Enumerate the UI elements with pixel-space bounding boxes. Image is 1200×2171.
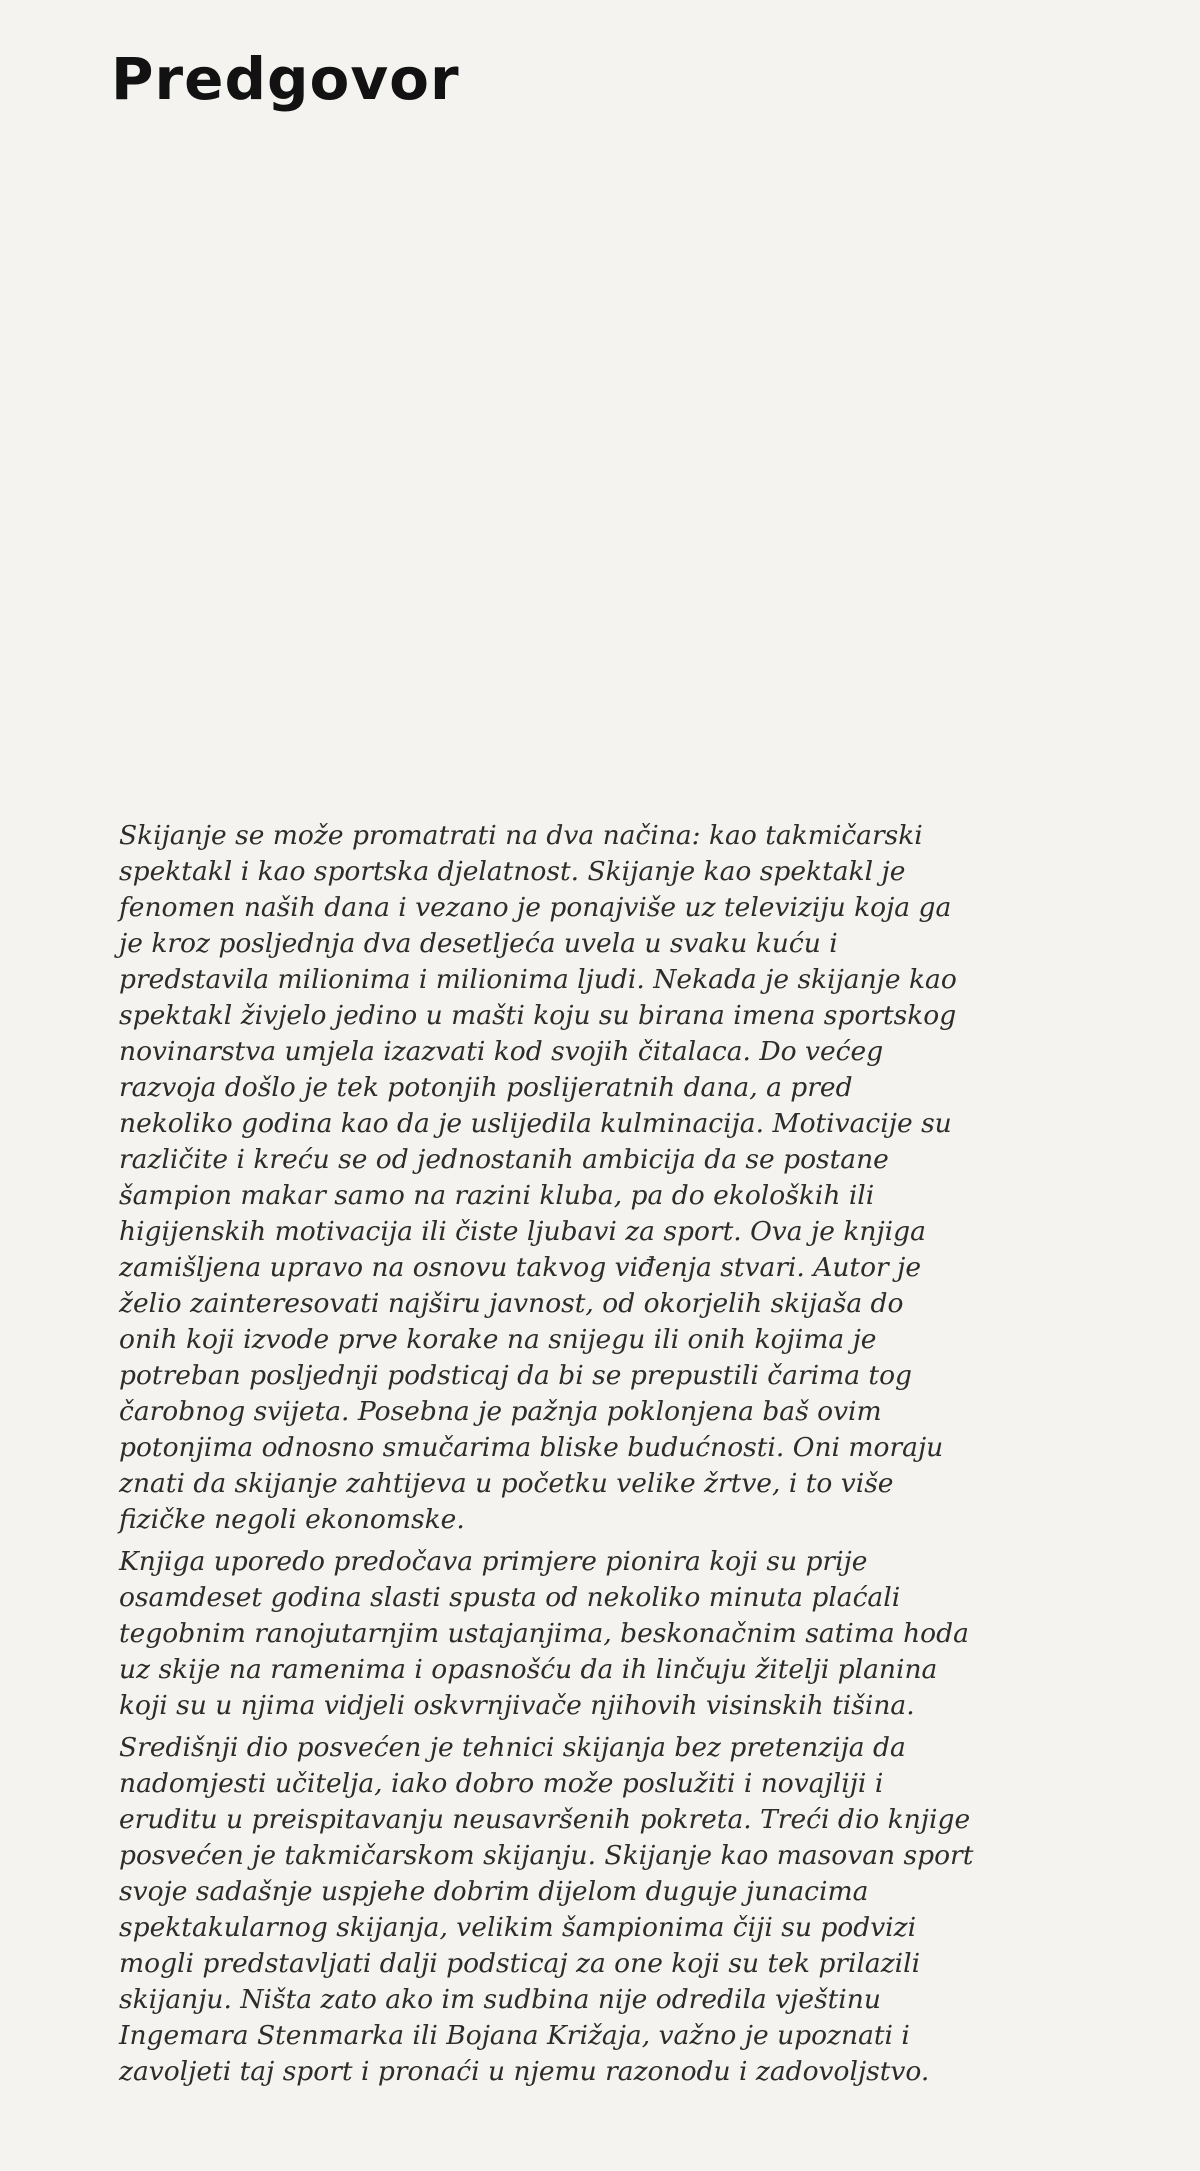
text-line: posvećen je takmičarskom skijanju. Skijanje kao masovan sport — [119, 1840, 974, 1871]
text-line: mogli predstavljati dalji podsticaj za one koji su tek prilazili — [119, 1948, 921, 1979]
text-line: novinarstva umjela izazvati kod svojih čitalaca. Do većeg — [119, 1036, 884, 1067]
text-line: zamišljena upravo na osnovu takvog viđenja stvari. Autor je — [119, 1252, 922, 1283]
text-line: želio zainteresovati najširu javnost, od okorjelih skijaša do — [119, 1288, 904, 1319]
text-line: predstavila milionima i milionima ljudi. Nekada je skijanje kao — [119, 964, 957, 995]
text-line: znati da skijanje zahtijeva u početku velike žrtve, i to više — [119, 1468, 894, 1499]
text-line: koji su u njima vidjeli oskvrnjivače njihovih visinskih tišina. — [119, 1690, 915, 1721]
text-line: Ingemara Stenmarka ili Bojana Križaja, važno je upoznati i — [119, 2020, 910, 2051]
text-line: uz skije na ramenima i opasnošću da ih linčuju žitelji planina — [119, 1654, 938, 1685]
text-line: spektakl i kao sportska djelatnost. Skijanje kao spektakl je — [119, 856, 906, 887]
paragraph-3 — [119, 1730, 1139, 2090]
text-line: fenomen naših dana i vezano je ponajviše uz televiziju koja ga — [119, 892, 952, 923]
text-line: čarobnog svijeta. Posebna je pažnja poklonjena baš ovim — [119, 1396, 882, 1427]
text-line: nadomjesti učitelja, iako dobro može poslužiti i novajliji i — [119, 1768, 884, 1799]
text-line: eruditu u preispitavanju neusavršenih pokreta. Treći dio knjige — [119, 1804, 971, 1835]
text-line: je kroz posljednja dva desetljeća uvela u svaku kuću i — [119, 928, 838, 959]
text-line: higijenskih motivacija ili čiste ljubavi za sport. Ova je knjiga — [119, 1216, 926, 1247]
text-line: svoje sadašnje uspjehe dobrim dijelom duguje junacima — [119, 1876, 869, 1907]
text-line: zavoljeti taj sport i pronaći u njemu razonodu i zadovoljstvo. — [119, 2056, 930, 2087]
text-line: osamdeset godina slasti spusta od nekoliko minuta plaćali — [119, 1582, 901, 1613]
text-line: fizičke negoli ekonomske. — [119, 1504, 465, 1535]
text-line: nekoliko godina kao da je uslijedila kulminacija. Motivacije su — [119, 1108, 952, 1139]
text-line: razvoja došlo je tek potonjih poslijeratnih dana, a pred — [119, 1072, 853, 1103]
text-line: spektakularnog skijanja, velikim šampionima čiji su podvizi — [119, 1912, 917, 1943]
text-line: Skijanje se može promatrati na dva načina: kao takmičarski — [119, 820, 923, 851]
text-line: onih koji izvode prve korake na snijegu ili onih kojima je — [119, 1324, 877, 1355]
text-line: potreban posljednji podsticaj da bi se prepustili čarima tog — [119, 1360, 912, 1391]
text-line: skijanju. Ništa zato ako im sudbina nije odredila vještinu — [119, 1984, 881, 2015]
text-line: šampion makar samo na razini kluba, pa do ekoloških ili — [119, 1180, 875, 1211]
text-line: tegobnim ranojutarnjim ustajanjima, beskonačnim satima hoda — [119, 1618, 969, 1649]
paragraph-1 — [119, 818, 1139, 1538]
paragraph-2 — [119, 1544, 1139, 1724]
text-line: Središnji dio posvećen je tehnici skijanja bez pretenzija da — [119, 1732, 906, 1763]
preface-text — [119, 818, 1139, 2090]
page-title: Predgovor — [111, 45, 460, 113]
text-line: potonjima odnosno smučarima bliske budućnosti. Oni moraju — [119, 1432, 944, 1463]
text-line: spektakl živjelo jedino u mašti koju su birana imena sportskog — [119, 1000, 957, 1031]
text-line: Knjiga uporedo predočava primjere pionira koji su prije — [119, 1546, 868, 1577]
text-line: različite i kreću se od jednostanih ambicija da se postane — [119, 1144, 889, 1175]
